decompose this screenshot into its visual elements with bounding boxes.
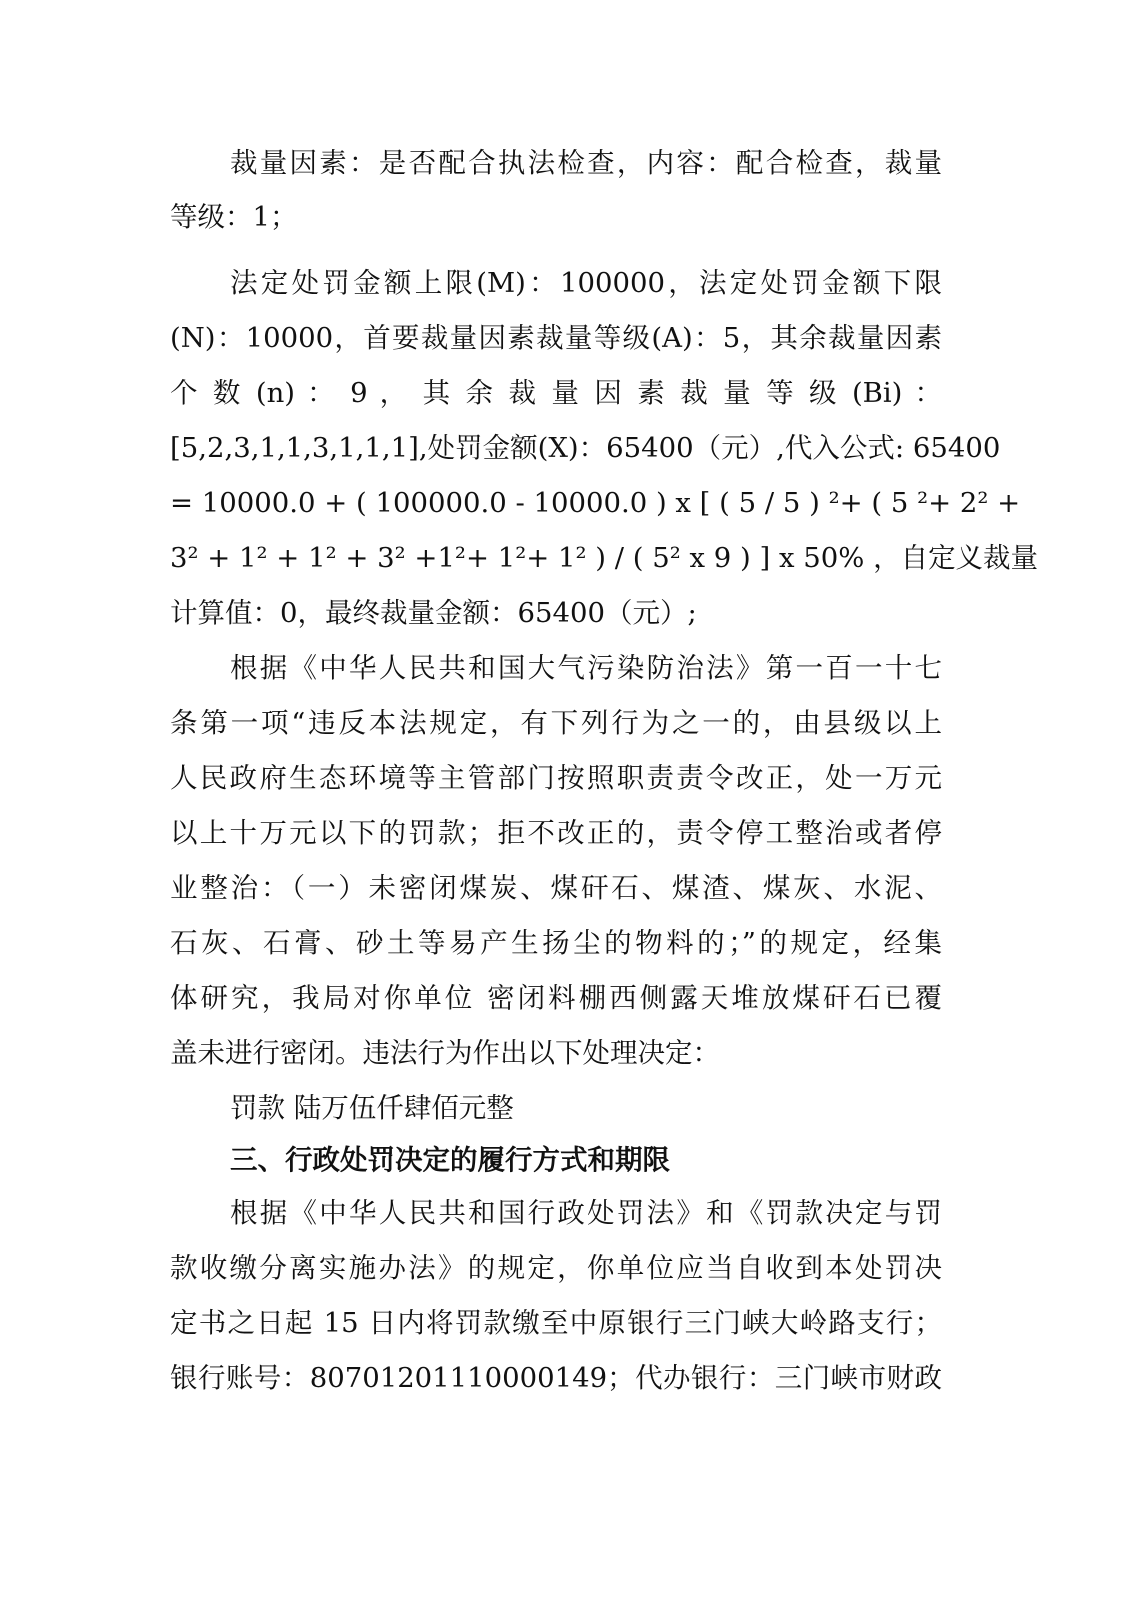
paragraph-line: 业整治：（一）未密闭煤炭、煤矸石、煤渣、煤灰、水泥、	[170, 872, 942, 904]
paragraph-line: 银行账号：80701201110000149；代办银行：三门峡市财政	[170, 1362, 942, 1394]
paragraph-line: 等级：1；	[170, 201, 298, 233]
paragraph-line: 计算值：0，最终裁量金额：65400（元）;	[170, 597, 697, 629]
paragraph-line: [5,2,3,1,1,3,1,1,1],处罚金额(X)：65400（元）,代入公式: 65400	[170, 432, 1001, 464]
section-heading: 三、行政处罚决定的履行方式和期限	[230, 1144, 670, 1176]
paragraph-line: 根据《中华人民共和国行政处罚法》和《罚款决定与罚	[230, 1197, 942, 1229]
paragraph-line: 石灰、石膏、砂土等易产生扬尘的物料的；”的规定，经集	[170, 927, 942, 959]
paragraph-line: 裁量因素：是否配合执法检查，内容：配合检查，裁量	[230, 147, 942, 179]
paragraph-line: 体研究，我局对你单位 密闭料棚西侧露天堆放煤矸石已覆	[170, 982, 942, 1014]
paragraph-line: 以上十万元以下的罚款；拒不改正的，责令停工整治或者停	[170, 817, 942, 849]
paragraph-line: 个 数 (n) ： 9 ， 其 余 裁 量 因 素 裁 量 等 级 (Bi) ：	[170, 377, 942, 409]
formula-line: 3² + 1² + 1² + 3² +1²+ 1²+ 1² ) / ( 5² x 9 ) ] x 50% ，自定义裁量	[170, 542, 1039, 574]
paragraph-line: 定书之日起 15 日内将罚款缴至中原银行三门峡大岭路支行；	[170, 1307, 942, 1339]
formula-line: = 10000.0 + ( 100000.0 - 10000.0 ) x [ ( 5 / 5 ) ²+ ( 5 ²+ 2² +	[170, 487, 1021, 519]
paragraph-line: 条第一项“违反本法规定，有下列行为之一的，由县级以上	[170, 707, 942, 739]
paragraph-line: (N)：10000，首要裁量因素裁量等级(A)：5，其余裁量因素	[170, 322, 942, 354]
paragraph-line: 款收缴分离实施办法》的规定，你单位应当自收到本处罚决	[170, 1252, 942, 1284]
paragraph-line: 根据《中华人民共和国大气污染防治法》第一百一十七	[230, 652, 942, 684]
paragraph-line: 盖未进行密闭。违法行为作出以下处理决定：	[170, 1037, 720, 1069]
paragraph-line: 法定处罚金额上限(M)：100000，法定处罚金额下限	[230, 267, 942, 299]
paragraph-line: 人民政府生态环境等主管部门按照职责责令改正，处一万元	[170, 762, 942, 794]
penalty-amount: 罚款 陆万伍仟肆佰元整	[230, 1092, 514, 1124]
